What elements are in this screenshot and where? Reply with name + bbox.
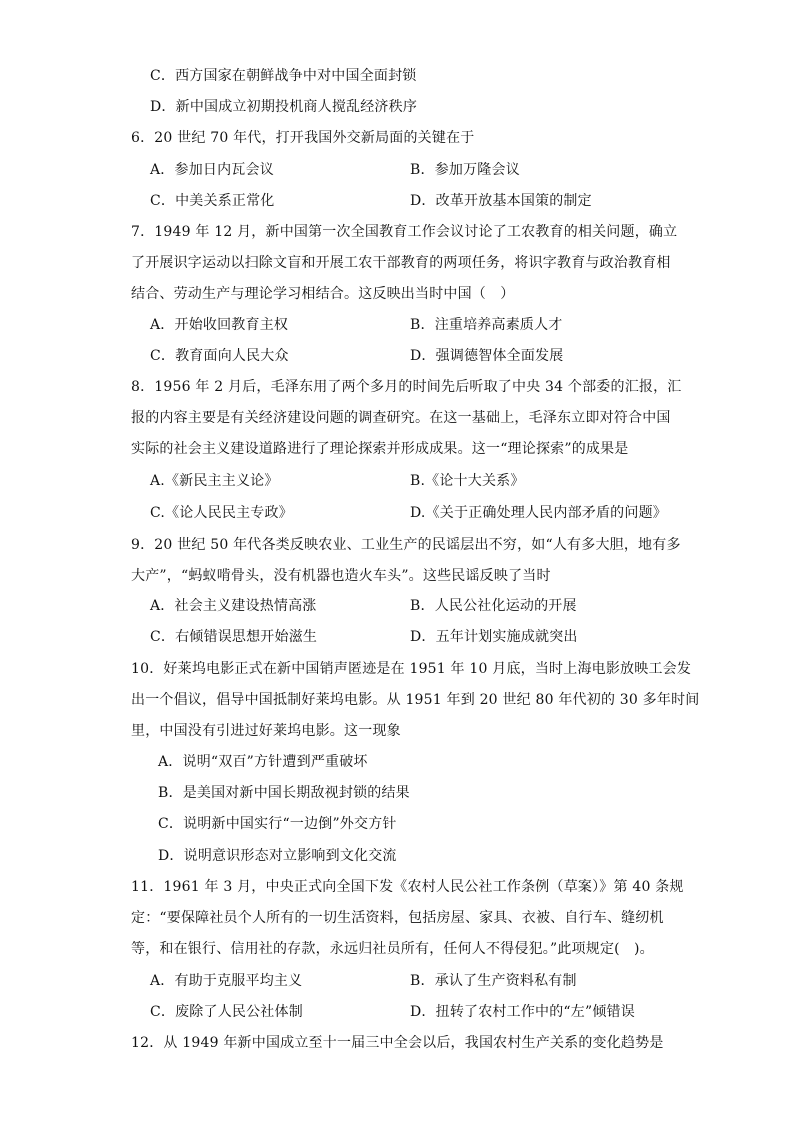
option-b-q6: B．参加万隆会议: [410, 162, 520, 178]
question-9-line-2: 大产”，“蚂蚁啃骨头，没有机器也造火车头”。这些民谣反映了当时: [131, 568, 551, 584]
question-7-line-1: 7．1949 年 12 月，新中国第一次全国教育工作会议讨论了工农教育的相关问题，确立: [131, 224, 678, 240]
option-a-q9: A．社会主义建设热情高涨: [150, 598, 317, 614]
option-c-q11: C．废除了人民公社体制: [150, 1004, 303, 1020]
option-c-q6: C．中美关系正常化: [150, 193, 275, 209]
question-11-line-2: 定：“要保障社员个人所有的一切生活资料，包括房屋、家具、衣被、自行车、缝纫机: [131, 910, 664, 926]
question-9-line-1: 9．20 世纪 50 年代各类反映农业、工业生产的民谣层出不穷，如“人有多大胆，地有多: [131, 537, 681, 553]
question-11-line-3: 等，和在银行、信用社的存款，永远归社员所有，任何人不得侵犯。”此项规定( )。: [131, 941, 654, 957]
option-b-q9: B．人民公社化运动的开展: [410, 598, 577, 614]
question-11-line-1: 11．1961 年 3 月，中央正式向全国下发《农村人民公社工作条例（草案）》第 40 条规: [131, 879, 684, 895]
option-d-q11: D．扭转了农村工作中的“左”倾错误: [410, 1004, 635, 1020]
option-a-q11: A．有助于克服平均主义: [150, 973, 303, 989]
option-c-q8: C.《论人民民主专政》: [150, 505, 293, 521]
option-b-q10: B．是美国对新中国长期敌视封锁的结果: [158, 785, 410, 801]
option-c-q5: C．西方国家在朝鲜战争中对中国全面封锁: [150, 68, 417, 84]
option-b-q11: B．承认了生产资料私有制: [410, 973, 577, 989]
question-8-line-1: 8．1956 年 2 月后，毛泽东用了两个多月的时间先后听取了中央 34 个部委的汇报，汇: [131, 379, 682, 395]
question-10-line-2: 出一个倡议，倡导中国抵制好莱坞电影。从 1951 年到 20 世纪 80 年代初的 30 多年时间: [131, 692, 700, 708]
option-a-q8: A.《新民主主义论》: [150, 473, 279, 489]
option-b-q7: B．注重培养高素质人才: [410, 317, 563, 333]
option-a-q7: A．开始收回教育主权: [150, 317, 289, 333]
question-6: 6．20 世纪 70 年代，打开我国外交新局面的关键在于: [131, 130, 475, 146]
question-10-line-3: 里，中国没有引进过好莱坞电影。这一现象: [131, 723, 401, 739]
option-a-q6: A．参加日内瓦会议: [150, 162, 274, 178]
question-8-line-3: 实际的社会主义建设道路进行了理论探索并形成成果。这一“理论探索”的成果是: [131, 441, 629, 457]
option-a-q10: A．说明“双百”方针遭到严重破坏: [158, 754, 368, 770]
option-d-q9: D．五年计划实施成就突出: [410, 629, 578, 645]
question-7-line-2: 了开展识字运动以扫除文盲和开展工农干部教育的两项任务，将识字教育与政治教育相: [131, 255, 671, 271]
option-d-q10: D．说明意识形态对立影响到文化交流: [158, 848, 397, 864]
question-7-line-3: 结合、劳动生产与理论学习相结合。这反映出当时中国（ ）: [131, 286, 515, 302]
option-d-q7: D．强调德智体全面发展: [410, 348, 564, 364]
option-c-q7: C．教育面向人民大众: [150, 348, 289, 364]
question-10-line-1: 10．好莱坞电影正式在新中国销声匿迹是在 1951 年 10 月底，当时上海电影放映工会发: [131, 661, 692, 677]
option-b-q8: B.《论十大关系》: [410, 473, 525, 489]
option-c-q9: C．右倾错误思想开始滋生: [150, 629, 318, 645]
question-12: 12．从 1949 年新中国成立至十一届三中全会以后，我国农村生产关系的变化趋势是: [131, 1035, 664, 1051]
question-8-line-2: 报的内容主要是有关经济建设问题的调查研究。在这一基础上，毛泽东立即对符合中国: [131, 410, 671, 426]
option-c-q10: C．说明新中国实行“一边倒”外交方针: [158, 816, 397, 832]
option-d-q5: D．新中国成立初期投机商人搅乱经济秩序: [150, 99, 418, 115]
option-d-q6: D．改革开放基本国策的制定: [410, 193, 592, 209]
option-d-q8: D.《关于正确处理人民内部矛盾的问题》: [410, 505, 667, 521]
